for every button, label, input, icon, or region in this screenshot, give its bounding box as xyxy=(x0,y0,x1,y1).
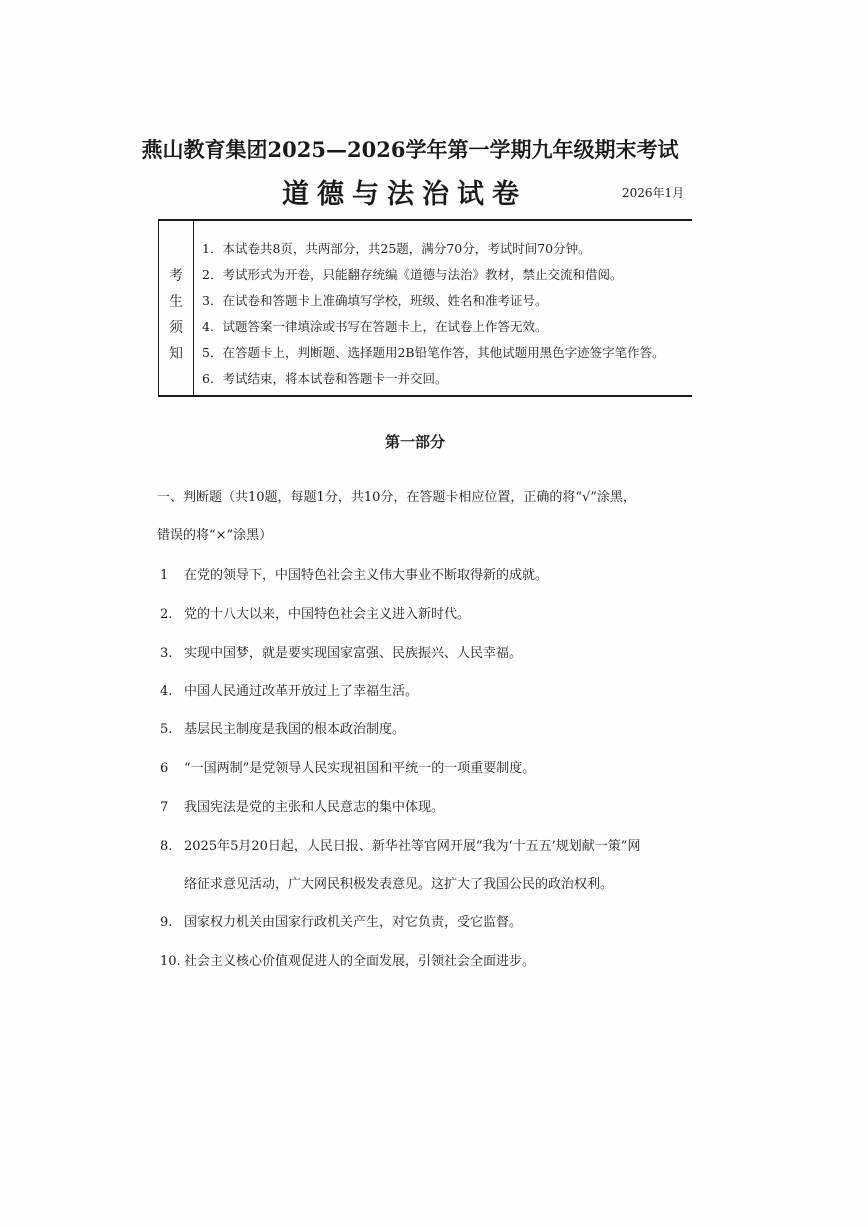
notice-label-char: 知 xyxy=(169,346,183,362)
school-exam-title: 燕山教育集团2025—2026学年第一学期九年级期末考试 xyxy=(141,137,679,162)
exam-date: 2026年1月 xyxy=(622,186,685,200)
notice-label-column xyxy=(158,221,194,395)
notice-list xyxy=(202,236,692,392)
question-number: 9. xyxy=(160,915,173,930)
notice-item: 3．在试卷和答题卡上准确填写学校，班级、姓名和准考证号。 xyxy=(202,293,548,308)
question-text: 在党的领导下，中国特色社会主义伟大事业不断取得新的成就。 xyxy=(184,568,549,583)
question-item xyxy=(160,718,405,737)
notice-label-char: 考 xyxy=(169,268,183,284)
question-item xyxy=(160,835,640,854)
question-text: 实现中国梦，就是要实现国家富强、民族振兴、人民幸福。 xyxy=(184,646,523,661)
question-number: 2. xyxy=(160,607,173,622)
notice-label-char: 须 xyxy=(169,320,183,336)
question-text: “一国两制”是党领导人民实现祖国和平统一的一项重要制度。 xyxy=(184,761,536,776)
question-item xyxy=(160,757,535,776)
question-number: 5. xyxy=(160,722,173,737)
question-item xyxy=(160,680,418,699)
question-text: 中国人民通过改革开放过上了幸福生活。 xyxy=(184,684,419,699)
question-text: 社会主义核心价值观促进人的全面发展，引领社会全面进步。 xyxy=(184,954,536,969)
question-item xyxy=(160,642,522,661)
question-text: 我国宪法是党的主张和人民意志的集中体现。 xyxy=(184,800,445,815)
notice-item: 4．试题答案一律填涂或书写在答题卡上，在试卷上作答无效。 xyxy=(202,319,548,334)
notice-item: 2．考试形式为开卷，只能翻存统编《道德与法治》教材，禁止交流和借阅。 xyxy=(202,267,623,282)
part-title: 第一部分 xyxy=(384,433,445,451)
question-number: 10. xyxy=(160,954,181,969)
question-number: 4. xyxy=(160,684,173,699)
subject-title: 道德与法治试卷 xyxy=(282,179,527,210)
section-instructions-cont: 错误的将“×”涂黑） xyxy=(157,528,273,543)
question-number: 8. xyxy=(160,839,173,854)
question-number: 7 xyxy=(160,800,169,815)
candidate-notice-box xyxy=(158,219,692,397)
notice-item: 5．在答题卡上，判断题、选择题用2B铅笔作答，其他试题用黑色字迹签字笔作答。 xyxy=(202,345,665,360)
question-item xyxy=(160,796,444,815)
question-text: 党的十八大以来，中国特色社会主义进入新时代。 xyxy=(184,607,471,622)
question-item xyxy=(160,911,522,930)
notice-item: 6．考试结束，将本试卷和答题卡一并交回。 xyxy=(202,371,448,386)
question-number: 1 xyxy=(160,568,169,583)
question-text: 基层民主制度是我国的根本政治制度。 xyxy=(184,722,406,737)
question-number: 6 xyxy=(160,761,169,776)
question-number: 3. xyxy=(160,646,173,661)
notice-item: 1．本试卷共8页，共两部分，共25题，满分70分，考试时间70分钟。 xyxy=(202,241,591,256)
question-item xyxy=(160,603,470,622)
question-item xyxy=(160,950,535,969)
section-instructions: 一、判断题（共10题，每题1分，共10分，在答题卡相应位置，正确的将“√”涂黑， xyxy=(157,490,636,505)
notice-label-char: 生 xyxy=(169,294,183,310)
question-text: 2025年5月20日起，人民日报、新华社等官网开展“我为‘十五五’规划献一策”网 xyxy=(184,839,641,854)
question-text: 国家权力机关由国家行政机关产生，对它负责，受它监督。 xyxy=(184,915,523,930)
question-item xyxy=(160,564,548,583)
question-text-continuation: 络征求意见活动，广大网民积极发表意见。这扩大了我国公民的政治权利。 xyxy=(184,877,614,892)
